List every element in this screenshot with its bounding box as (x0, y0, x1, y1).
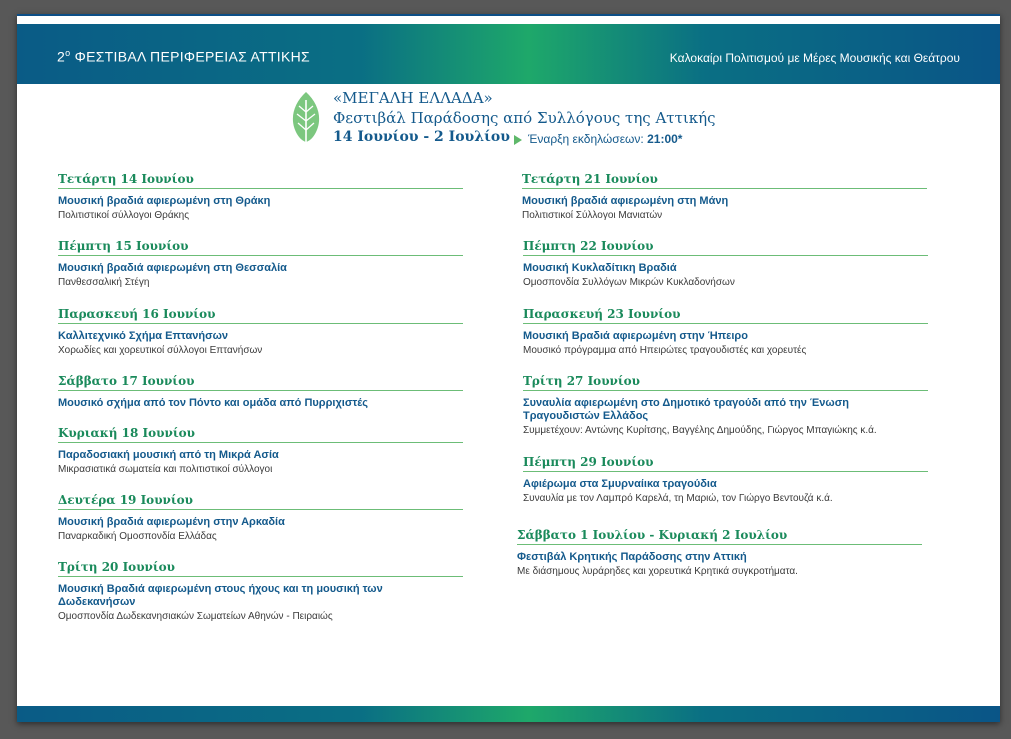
footer-banner (17, 706, 1000, 722)
entry-day: Παρασκευή 16 Ιουνίου (58, 307, 463, 324)
play-icon (514, 135, 522, 145)
entry-description: Με διάσημους λυράρηδες και χορευτικά Κρητικά συγκροτήματα. (517, 566, 798, 577)
entry-title: Καλλιτεχνικό Σχήμα Επτανήσων (58, 330, 229, 342)
entry-day: Τετάρτη 14 Ιουνίου (58, 172, 463, 189)
hero-block (333, 89, 716, 151)
entry-description: Παναρκαδική Ομοσπονδία Ελλάδας (58, 531, 217, 542)
hero-dates-row (333, 129, 716, 151)
entry-description: Συναυλία με τον Λαμπρό Καρελά, τη Μαριώ, τον Γιώργο Βεντουζά κ.ά. (523, 493, 833, 504)
entry-description: Συμμετέχουν: Αντώνης Κυρίτσης, Βαγγέλης Δημούδης, Γιώργος Μπαγιώκης κ.ά. (523, 425, 877, 436)
start-time-value: 21:00* (647, 132, 683, 146)
entry-description: Χορωδίες και χορευτικοί σύλλογοι Επτανήσων (58, 345, 263, 356)
entry-description: Ομοσπονδία Δωδεκανησιακών Σωματείων Αθηνών - Πειραιώς (58, 611, 333, 622)
schedule-entry (523, 239, 928, 289)
entry-title: Μουσική βραδιά αφιερωμένη στη Μάνη (522, 195, 729, 207)
entry-description: Πολιτιστικοί σύλλογοι Θράκης (58, 210, 190, 221)
hero-subtitle: Φεστιβάλ Παράδοσης από Συλλόγους της Αττικής (333, 109, 716, 127)
schedule-entry (58, 374, 463, 410)
entry-description: Πολιτιστικοί Σύλλογοι Μανιατών (522, 210, 663, 221)
entry-description: Πανθεσσαλική Στέγη (58, 277, 150, 288)
document-page (17, 14, 1000, 722)
top-strip (17, 14, 1000, 16)
entry-title: Μουσική βραδιά αφιερωμένη στη Θεσσαλία (58, 262, 287, 274)
entry-day: Πέμπτη 22 Ιουνίου (523, 239, 928, 256)
entry-title: Αφιέρωμα στα Σμυρναίικα τραγούδια (523, 478, 717, 490)
start-time-note (514, 132, 682, 146)
entry-day: Σάββατο 1 Ιουλίου - Κυριακή 2 Ιουλίου (517, 528, 922, 545)
entry-description: Μουσικό πρόγραμμα από Ηπειρώτες τραγουδιστές και χορευτές (523, 345, 807, 356)
entry-description: Μικρασιατικά σωματεία και πολιτιστικοί σύλλογοι (58, 464, 273, 475)
schedule-entry (523, 455, 928, 505)
festival-title (57, 48, 310, 65)
entry-title: Φεστιβάλ Κρητικής Παράδοσης στην Αττική (517, 551, 747, 563)
schedule-entry (523, 307, 928, 357)
entry-day: Σάββατο 17 Ιουνίου (58, 374, 463, 391)
schedule-entry (58, 493, 463, 543)
entry-title: Μουσική Βραδιά αφιερωμένη στην Ήπειρο (523, 330, 748, 342)
entry-day: Τρίτη 20 Ιουνίου (58, 560, 463, 577)
festival-tagline: Καλοκαίρι Πολιτισμού με Μέρες Μουσικής και Θεάτρου (669, 51, 960, 65)
schedule-entry (523, 374, 928, 437)
entry-title: Μουσικό σχήμα από τον Πόντο και ομάδα από Πυρριχιστές (58, 397, 368, 409)
entry-day: Τρίτη 27 Ιουνίου (523, 374, 928, 391)
entry-title: Συναυλία αφιερωμένη στο Δημοτικό τραγούδι από την Ένωση Τραγουδιστών Ελλάδος (523, 397, 849, 422)
entry-description: Ομοσπονδία Συλλόγων Μικρών Κυκλαδονήσων (523, 277, 735, 288)
entry-title: Παραδοσιακή μουσική από τη Μικρά Ασία (58, 449, 279, 461)
header-banner (17, 24, 1000, 84)
entry-title: Μουσική βραδιά αφιερωμένη στην Αρκαδία (58, 516, 285, 528)
start-time-label: Έναρξη εκδηλώσεων: (528, 132, 648, 146)
schedule-entry (522, 172, 927, 222)
entry-day: Τετάρτη 21 Ιουνίου (522, 172, 927, 189)
schedule-entry (58, 307, 463, 357)
schedule-entry (517, 528, 922, 578)
schedule-entry (58, 239, 463, 289)
schedule-entry (58, 172, 463, 222)
leaf-icon (289, 90, 323, 148)
hero-title: «ΜΕΓΑΛΗ ΕΛΛΑΔΑ» (333, 89, 493, 107)
entry-day: Παρασκευή 23 Ιουνίου (523, 307, 928, 324)
entry-title: Μουσική Βραδιά αφιερωμένη στους ήχους και τη μουσική των Δωδεκανήσων (58, 583, 383, 608)
festival-number-sup: ο (65, 48, 71, 58)
festival-name: ΦΕΣΤΙΒΑΛ ΠΕΡΙΦΕΡΕΙΑΣ ΑΤΤΙΚΗΣ (70, 48, 310, 65)
schedule-entry (58, 426, 463, 476)
hero-dates: 14 Ιουνίου - 2 Ιουλίου (333, 129, 510, 145)
festival-number: 2 (57, 48, 66, 65)
entry-day: Πέμπτη 29 Ιουνίου (523, 455, 928, 472)
entry-day: Πέμπτη 15 Ιουνίου (58, 239, 463, 256)
entry-title: Μουσική Κυκλαδίτικη Βραδιά (523, 262, 677, 274)
entry-title: Μουσική βραδιά αφιερωμένη στη Θράκη (58, 195, 271, 207)
entry-day: Δευτέρα 19 Ιουνίου (58, 493, 463, 510)
entry-day: Κυριακή 18 Ιουνίου (58, 426, 463, 443)
schedule-entry (58, 560, 463, 623)
